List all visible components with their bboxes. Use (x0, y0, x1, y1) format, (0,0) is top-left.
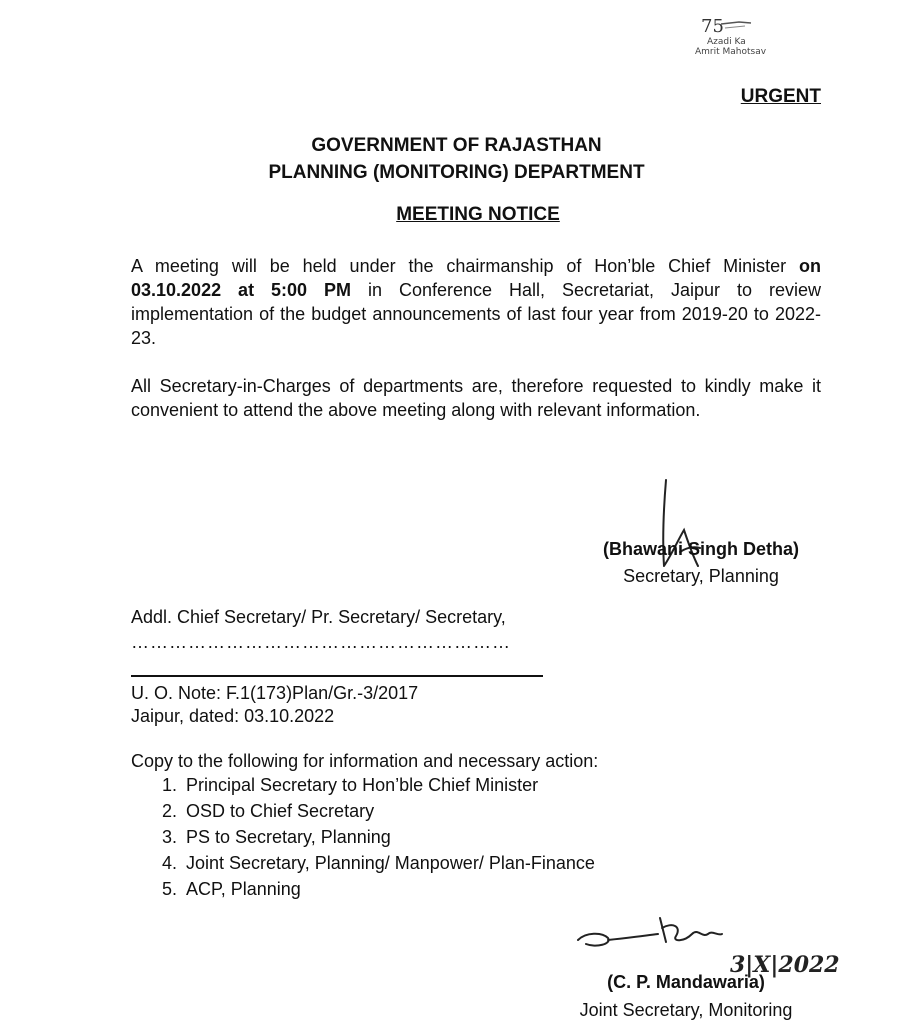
reference-block (131, 682, 418, 728)
meeting-paragraph (131, 254, 821, 350)
signatory-1 (570, 536, 832, 590)
signatory-2-name: (C. P. Mandawaria) (607, 972, 765, 992)
list-item: 3. PS to Secretary, Planning (182, 824, 595, 850)
addressee-dotted-line: …………………………………………………… (131, 632, 511, 652)
para1-text-b: in Conference Hall, Secretariat, Jaipur to review implementation of the budget announcements of last four year from 2019-20 to 2022-23. (131, 280, 821, 348)
request-paragraph: All Secretary-in-Charges of departments are, therefore requested to kindly make it convenient to attend the above meeting along with relevant information. (131, 376, 821, 420)
addressee-line: Addl. Chief Secretary/ Pr. Secretary/ Secretary, (131, 607, 506, 627)
list-item: 2. OSD to Chief Secretary (182, 798, 595, 824)
department-name: PLANNING (MONITORING) DEPARTMENT (268, 162, 645, 183)
list-item: 4. Joint Secretary, Planning/ Manpower/ Plan-Finance (182, 850, 595, 876)
letterhead (0, 132, 913, 186)
meeting-datetime: on 03.10.2022 at 5:00 PM (131, 256, 821, 300)
list-item: 1. Principal Secretary to Hon’ble Chief Minister (182, 772, 595, 798)
list-item: 5. ACP, Planning (182, 876, 595, 902)
para1-text-a: A meeting will be held under the chairmanship of Hon’ble Chief Minister (131, 256, 799, 276)
handwritten-date: 3|X|2022 (730, 952, 840, 978)
signatory-2 (566, 968, 806, 1024)
signatory-1-title: Secretary, Planning (623, 566, 779, 586)
signatory-1-name: (Bhawani Singh Detha) (602, 539, 799, 559)
urgent-label: URGENT (740, 86, 821, 107)
logo-graphic (695, 14, 775, 58)
logo-line1: Azadi Ka (707, 37, 746, 47)
copy-to-list (158, 772, 595, 902)
signatory-2-title: Joint Secretary, Monitoring (579, 1000, 793, 1020)
uo-note: U. O. Note: F.1(173)Plan/Gr.-3/2017 (131, 683, 419, 703)
government-name: GOVERNMENT OF RAJASTHAN (311, 135, 602, 156)
issue-date: Jaipur, dated: 03.10.2022 (131, 706, 335, 726)
divider-line (131, 675, 543, 677)
copy-to-intro: Copy to the following for information and necessary action: (131, 751, 599, 771)
logo-number: 75 (701, 16, 724, 37)
logo-line2: Amrit Mahotsav (695, 47, 767, 57)
notice-title: MEETING NOTICE (396, 204, 560, 225)
azadi-ka-amrit-mahotsav-logo (695, 14, 775, 58)
